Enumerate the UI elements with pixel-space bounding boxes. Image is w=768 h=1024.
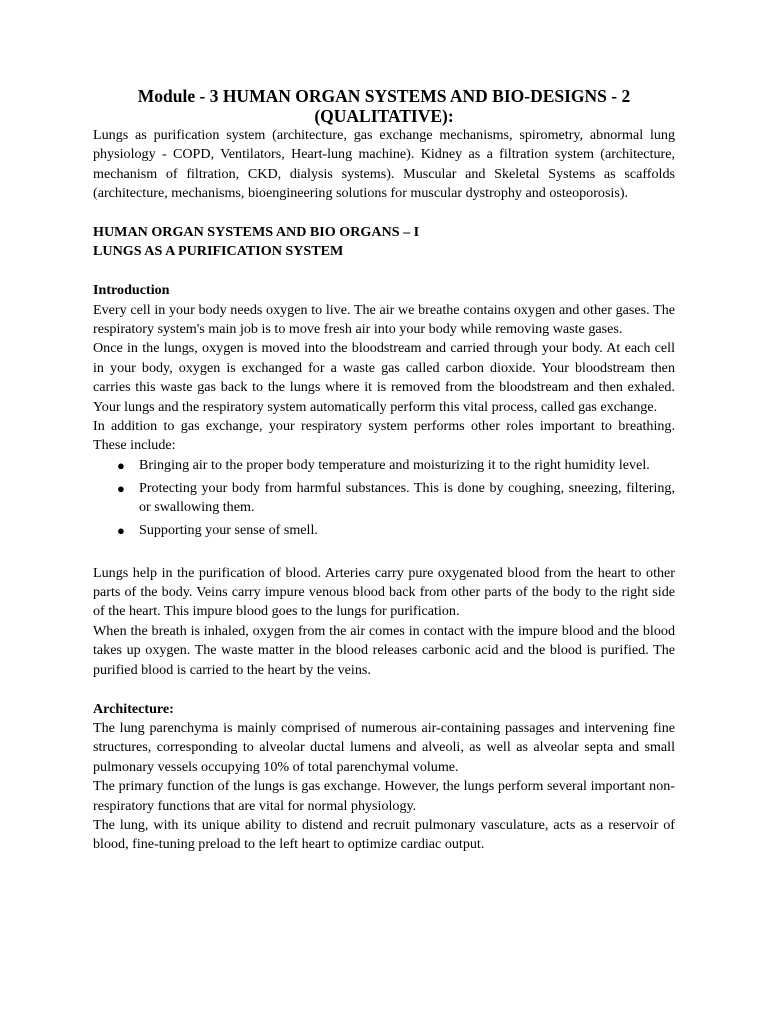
list-item-text: Protecting your body from harmful substances. This is done by coughing, sneezing, filtering, or swallowing them. [139,479,675,516]
list-item [117,479,675,518]
page-title [93,86,675,126]
spacer [93,262,675,281]
title-line-1: Module - 3 HUMAN ORGAN SYSTEMS AND BIO-DESIGNS - 2 [137,86,631,106]
syllabus-paragraph: Lungs as purification system (architecture, gas exchange mechanisms, spirometry, abnormal lung physiology - COPD, Ventilators, Heart-lung machine). Kidney as a filtration system (architecture, mechanism of filtration, CKD, dialysis systems). Muscular and Skeletal Systems as scaffolds (architecture, mechanisms, bioengineering solutions for muscular dystrophy and osteoporosis). [93,127,675,202]
section-heading-2: LUNGS AS A PURIFICATION SYSTEM [93,243,344,260]
bullet-icon: ● [117,523,125,539]
list-item-text: Bringing air to the proper body temperature and moisturizing it to the right humidity level. [139,456,650,473]
list-item [117,456,675,475]
architecture-paragraph-2: The primary function of the lungs is gas exchange. However, the lungs perform several important non-respiratory functions that are vital for normal physiology. [93,778,675,814]
purification-paragraph-1: Lungs help in the purification of blood. Arteries carry pure oxygenated blood from the heart to other parts of the body. Veins carry impure venous blood back from other parts of the body to the right side of the heart. This impure blood goes to the lungs for purification. [93,564,675,620]
list-item [117,521,675,540]
bullet-icon: ● [117,457,125,473]
title-line-2: (QUALITATIVE): [314,106,454,126]
purification-paragraph-2: When the breath is inhaled, oxygen from the air comes in contact with the impure blood and the blood takes up oxygen. The waste matter in the blood releases carbonic acid and the blood is purified. The purified blood is carried to the heart by the veins. [93,622,675,678]
introduction-paragraph-1: Every cell in your body needs oxygen to live. The air we breathe contains oxygen and other gases. The respiratory system's main job is to move fresh air into your body while removing waste gases. [93,301,675,338]
introduction-paragraph-2: Once in the lungs, oxygen is moved into the bloodstream and carried through your body. At each cell in your body, oxygen is exchanged for a waste gas called carbon dioxide. Your bloodstream then carries this waste gas back to the lungs where it is removed from the bloodstream and then exhaled. Your lungs and the respiratory system automatically perform this vital process, called gas exchange. [93,340,675,415]
architecture-paragraph-1: The lung parenchyma is mainly comprised of numerous air-containing passages and intervening fine structures, corresponding to alveolar ductal lumens and alveoli, as well as alveolar septa and small pulmonary vessels occupying 10% of total parenchymal volume. [93,719,675,775]
list-item-text: Supporting your sense of smell. [139,522,318,539]
spacer [93,680,675,699]
architecture-paragraph-3: The lung, with its unique ability to distend and recruit pulmonary vasculature, acts as a reservoir of blood, fine-tuning preload to the left heart to optimize cardiac output. [93,816,675,853]
roles-list [93,456,675,541]
spacer [93,204,675,223]
architecture-heading: Architecture: [93,700,174,717]
document-page [93,86,675,855]
introduction-heading: Introduction [93,282,170,299]
introduction-paragraph-3: In addition to gas exchange, your respiratory system performs other roles important to breathing. These include: [93,418,675,454]
section-heading-1: HUMAN ORGAN SYSTEMS AND BIO ORGANS – I [93,224,420,241]
spacer [93,544,675,563]
bullet-icon: ● [117,480,125,496]
